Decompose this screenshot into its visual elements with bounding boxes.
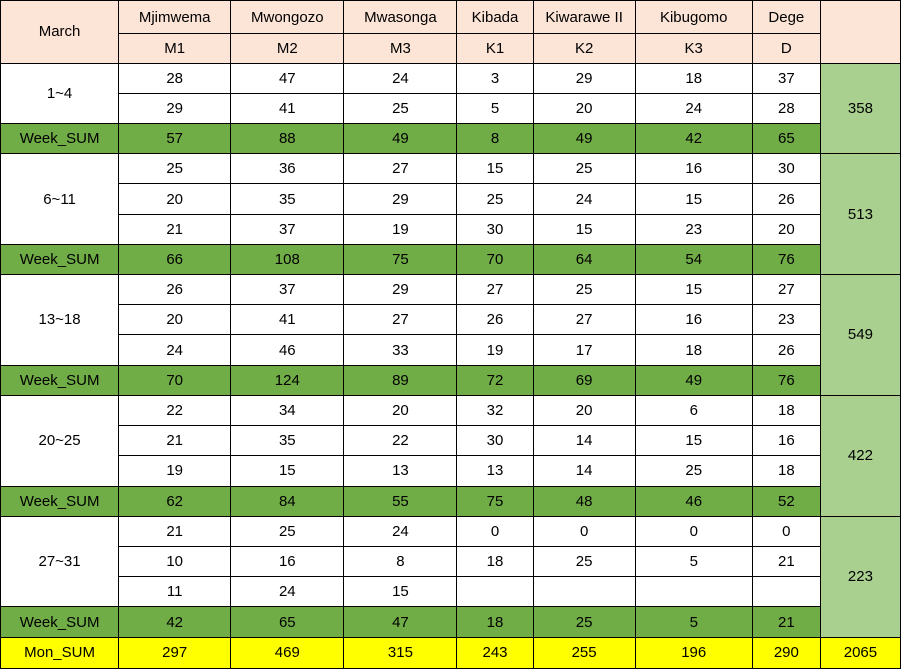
station-name-2: Mwasonga (344, 1, 457, 34)
week-sum-cell: 88 (231, 123, 344, 153)
week-sum-cell: 18 (457, 607, 533, 637)
cell: 20 (119, 184, 231, 214)
month-sum-cell: 297 (119, 637, 231, 668)
cell: 46 (231, 335, 344, 365)
cell: 20 (533, 395, 635, 425)
cell: 29 (119, 93, 231, 123)
week-sum-cell: 76 (752, 365, 820, 395)
week-sum-cell: 5 (635, 607, 752, 637)
month-sum-cell: 243 (457, 637, 533, 668)
cell: 14 (533, 456, 635, 486)
cell: 21 (752, 547, 820, 577)
cell: 26 (119, 275, 231, 305)
cell: 11 (119, 577, 231, 607)
cell: 22 (344, 426, 457, 456)
cell: 26 (457, 305, 533, 335)
cell-empty (533, 577, 635, 607)
cell: 6 (635, 395, 752, 425)
cell-zero: 0 (752, 516, 820, 546)
cell: 21 (119, 516, 231, 546)
cell: 24 (119, 335, 231, 365)
week-sum-label-3: Week_SUM (1, 486, 119, 516)
cell: 29 (344, 275, 457, 305)
cell: 32 (457, 395, 533, 425)
cell: 18 (752, 395, 820, 425)
cell: 28 (752, 93, 820, 123)
week-total-2: 549 (820, 275, 900, 396)
table-row (1, 154, 901, 184)
week-sum-row (1, 486, 901, 516)
cell: 30 (457, 426, 533, 456)
cell: 8 (344, 547, 457, 577)
station-code-2: M3 (344, 34, 457, 63)
header-row-names (1, 1, 901, 34)
cell: 26 (752, 184, 820, 214)
cell: 34 (231, 395, 344, 425)
week-sum-cell: 49 (635, 365, 752, 395)
cell: 37 (231, 275, 344, 305)
cell: 15 (635, 275, 752, 305)
week-sum-cell: 70 (457, 244, 533, 274)
week-range-3: 20~25 (1, 395, 119, 486)
cell: 16 (231, 547, 344, 577)
cell: 15 (344, 577, 457, 607)
week-sum-cell: 108 (231, 244, 344, 274)
week-sum-cell: 84 (231, 486, 344, 516)
week-sum-cell: 65 (752, 123, 820, 153)
cell-empty (752, 577, 820, 607)
week-sum-cell: 49 (344, 123, 457, 153)
week-sum-label-4: Week_SUM (1, 607, 119, 637)
cell: 35 (231, 184, 344, 214)
week-sum-row (1, 244, 901, 274)
station-code-0: M1 (119, 34, 231, 63)
week-sum-cell: 69 (533, 365, 635, 395)
cell: 13 (457, 456, 533, 486)
cell: 41 (231, 93, 344, 123)
week-sum-cell: 72 (457, 365, 533, 395)
station-name-4: Kiwarawe II (533, 1, 635, 34)
cell: 29 (344, 184, 457, 214)
cell: 18 (635, 335, 752, 365)
month-sum-cell: 469 (231, 637, 344, 668)
cell: 15 (635, 184, 752, 214)
cell: 37 (231, 214, 344, 244)
cell-empty (457, 577, 533, 607)
week-sum-cell: 49 (533, 123, 635, 153)
week-sum-cell: 57 (119, 123, 231, 153)
cell: 3 (457, 63, 533, 93)
week-sum-row (1, 607, 901, 637)
week-sum-cell: 64 (533, 244, 635, 274)
table-row (1, 516, 901, 546)
cell: 14 (533, 426, 635, 456)
cell: 15 (635, 426, 752, 456)
station-code-4: K2 (533, 34, 635, 63)
cell: 27 (344, 154, 457, 184)
week-range-1: 6~11 (1, 154, 119, 245)
table-row (1, 93, 901, 123)
cell: 47 (231, 63, 344, 93)
week-sum-cell: 48 (533, 486, 635, 516)
table-row (1, 63, 901, 93)
cell: 21 (119, 426, 231, 456)
cell: 18 (457, 547, 533, 577)
cell: 24 (231, 577, 344, 607)
station-name-6: Dege (752, 1, 820, 34)
cell: 13 (344, 456, 457, 486)
month-sum-cell: 315 (344, 637, 457, 668)
cell: 25 (635, 456, 752, 486)
cell: 15 (457, 154, 533, 184)
cell: 24 (344, 63, 457, 93)
table-row (1, 547, 901, 577)
week-sum-cell: 42 (635, 123, 752, 153)
table-row (1, 184, 901, 214)
cell: 22 (119, 395, 231, 425)
week-sum-cell: 54 (635, 244, 752, 274)
cell: 20 (533, 93, 635, 123)
cell: 21 (119, 214, 231, 244)
table-row (1, 456, 901, 486)
cell-empty (635, 577, 752, 607)
cell: 23 (635, 214, 752, 244)
table-row (1, 335, 901, 365)
table-row (1, 214, 901, 244)
week-total-1: 513 (820, 154, 900, 275)
station-name-0: Mjimwema (119, 1, 231, 34)
week-sum-cell: 25 (533, 607, 635, 637)
cell-zero: 0 (457, 516, 533, 546)
cell: 30 (752, 154, 820, 184)
station-code-1: M2 (231, 34, 344, 63)
cell: 23 (752, 305, 820, 335)
cell: 20 (119, 305, 231, 335)
week-total-0: 358 (820, 63, 900, 154)
grand-total: 2065 (820, 637, 900, 668)
cell: 24 (533, 184, 635, 214)
cell: 16 (752, 426, 820, 456)
week-sum-cell: 42 (119, 607, 231, 637)
cell: 15 (533, 214, 635, 244)
table-row (1, 305, 901, 335)
cell: 27 (344, 305, 457, 335)
cell-zero: 0 (635, 516, 752, 546)
cell: 30 (457, 214, 533, 244)
week-sum-cell: 70 (119, 365, 231, 395)
week-sum-cell: 76 (752, 244, 820, 274)
week-total-4: 223 (820, 516, 900, 637)
cell: 28 (119, 63, 231, 93)
cell: 24 (344, 516, 457, 546)
cell: 29 (533, 63, 635, 93)
week-sum-cell: 89 (344, 365, 457, 395)
week-sum-cell: 124 (231, 365, 344, 395)
cell: 27 (533, 305, 635, 335)
week-sum-label-2: Week_SUM (1, 365, 119, 395)
week-sum-cell: 75 (344, 244, 457, 274)
cell: 27 (752, 275, 820, 305)
cell: 19 (344, 214, 457, 244)
week-range-2: 13~18 (1, 275, 119, 366)
week-sum-cell: 52 (752, 486, 820, 516)
month-sum-label: Mon_SUM (1, 637, 119, 668)
station-code-6: D (752, 34, 820, 63)
cell: 19 (119, 456, 231, 486)
cell: 10 (119, 547, 231, 577)
total-column-header (820, 1, 900, 64)
cell: 25 (119, 154, 231, 184)
station-code-3: K1 (457, 34, 533, 63)
cell: 5 (635, 547, 752, 577)
week-sum-cell: 62 (119, 486, 231, 516)
cell: 36 (231, 154, 344, 184)
month-sum-cell: 290 (752, 637, 820, 668)
cell: 17 (533, 335, 635, 365)
table-row (1, 577, 901, 607)
cell: 15 (231, 456, 344, 486)
station-name-3: Kibada (457, 1, 533, 34)
week-sum-cell: 21 (752, 607, 820, 637)
week-sum-label-0: Week_SUM (1, 123, 119, 153)
cell: 19 (457, 335, 533, 365)
week-sum-cell: 75 (457, 486, 533, 516)
cell: 25 (457, 184, 533, 214)
cell: 25 (344, 93, 457, 123)
table-row (1, 395, 901, 425)
cell: 20 (752, 214, 820, 244)
month-sum-cell: 255 (533, 637, 635, 668)
month-sum-cell: 196 (635, 637, 752, 668)
cell: 18 (635, 63, 752, 93)
week-sum-row (1, 123, 901, 153)
month-label: March (1, 1, 119, 64)
cell: 33 (344, 335, 457, 365)
week-sum-cell: 65 (231, 607, 344, 637)
table-row (1, 426, 901, 456)
week-sum-cell: 55 (344, 486, 457, 516)
cell: 24 (635, 93, 752, 123)
week-sum-cell: 8 (457, 123, 533, 153)
station-name-1: Mwongozo (231, 1, 344, 34)
month-sum-row (1, 637, 901, 668)
week-sum-cell: 47 (344, 607, 457, 637)
cell: 16 (635, 154, 752, 184)
week-sum-row (1, 365, 901, 395)
station-name-5: Kibugomo (635, 1, 752, 34)
week-sum-label-1: Week_SUM (1, 244, 119, 274)
station-code-5: K3 (635, 34, 752, 63)
cell: 5 (457, 93, 533, 123)
cell: 41 (231, 305, 344, 335)
cell: 26 (752, 335, 820, 365)
week-total-3: 422 (820, 395, 900, 516)
week-range-0: 1~4 (1, 63, 119, 123)
cell: 25 (231, 516, 344, 546)
cell: 16 (635, 305, 752, 335)
week-range-4: 27~31 (1, 516, 119, 607)
cell: 20 (344, 395, 457, 425)
week-sum-cell: 66 (119, 244, 231, 274)
cell-zero: 0 (533, 516, 635, 546)
table-row (1, 275, 901, 305)
cell: 25 (533, 547, 635, 577)
header-row-codes (1, 34, 901, 63)
cell: 27 (457, 275, 533, 305)
cell: 37 (752, 63, 820, 93)
cell: 25 (533, 275, 635, 305)
cell: 25 (533, 154, 635, 184)
week-sum-cell: 46 (635, 486, 752, 516)
cell: 18 (752, 456, 820, 486)
cell: 35 (231, 426, 344, 456)
